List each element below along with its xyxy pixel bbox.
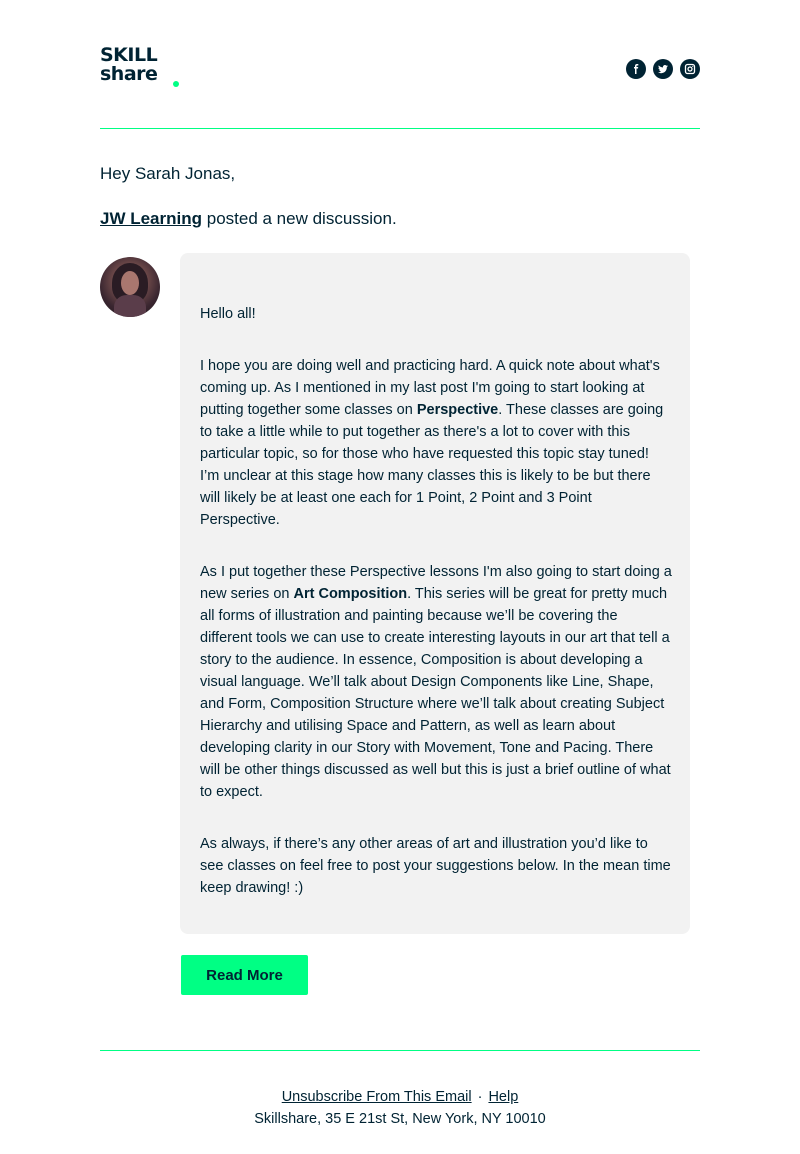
post-paragraph: I hope you are doing well and practicing hard. A quick note about what's coming up. As I mentioned in my last post I'm going to start looking at putting together some classes on Perspective. These classes are going to take a little while to put together as there's a lot to cover with this particular topic, so for those who have requested this topic stay tuned! I’m unclear at this stage how many classes this is likely to be but there will likely be at least one each for 1 Point, 2 Point and 3 Point Perspective. [200,358,664,528]
logo-line-2: share [100,63,158,85]
author-link[interactable]: JW Learning [100,209,203,228]
post-paragraph: As always, if there’s any other areas of art and illustration you’d like to see classes on feel free to post your suggestions below. In the mean time keep drawing! :) [200,836,671,896]
footer-links [0,1086,800,1108]
twitter-icon[interactable] [653,59,673,79]
bold-art-composition: Art Composition [293,586,408,602]
logo-dot [173,81,179,87]
header-divider [100,128,700,129]
social-links [626,59,700,79]
instagram-icon[interactable] [680,59,700,79]
read-more-button[interactable]: Read More [181,955,308,995]
footer-separator: · [477,1089,483,1105]
email-footer [0,1086,800,1130]
post-paragraph: As I put together these Perspective lessons I'm also going to start doing a new series on Art Composition. This series will be great for pretty much all forms of illustration and painting because we’ll be covering the different tools we can use to create interesting layouts in our art that tell a story to the audience. In essence, Composition is about developing a visual language. We’ll talk about Design Components like Line, Shape, and Form, Composition Structure where we’ll talk about creating Subject Hierarchy and utilising Space and Pattern, as well as learn about developing clarity in our Story with Movement, Tone and Pacing. There will be other things discussed as well but this is just a brief outline of what to expect. [200,564,672,800]
logo-line-1: SKILL [100,44,158,66]
post-paragraph: Hello all! [200,306,256,322]
unsubscribe-link[interactable]: Unsubscribe From This Email [281,1089,472,1105]
greeting: Hey Sarah Jonas, [100,164,236,183]
footer-address: Skillshare, 35 E 21st St, New York, NY 10010 [254,1111,546,1127]
skillshare-logo[interactable] [100,46,157,84]
discussion-card [180,253,690,934]
author-avatar[interactable] [100,257,160,317]
email-header [100,46,700,90]
facebook-icon[interactable] [626,59,646,79]
notification-action: posted a new discussion. [202,209,397,228]
help-link[interactable]: Help [488,1089,519,1105]
footer-divider [100,1050,700,1051]
bold-perspective: Perspective [416,402,499,418]
notification-line [100,209,397,229]
